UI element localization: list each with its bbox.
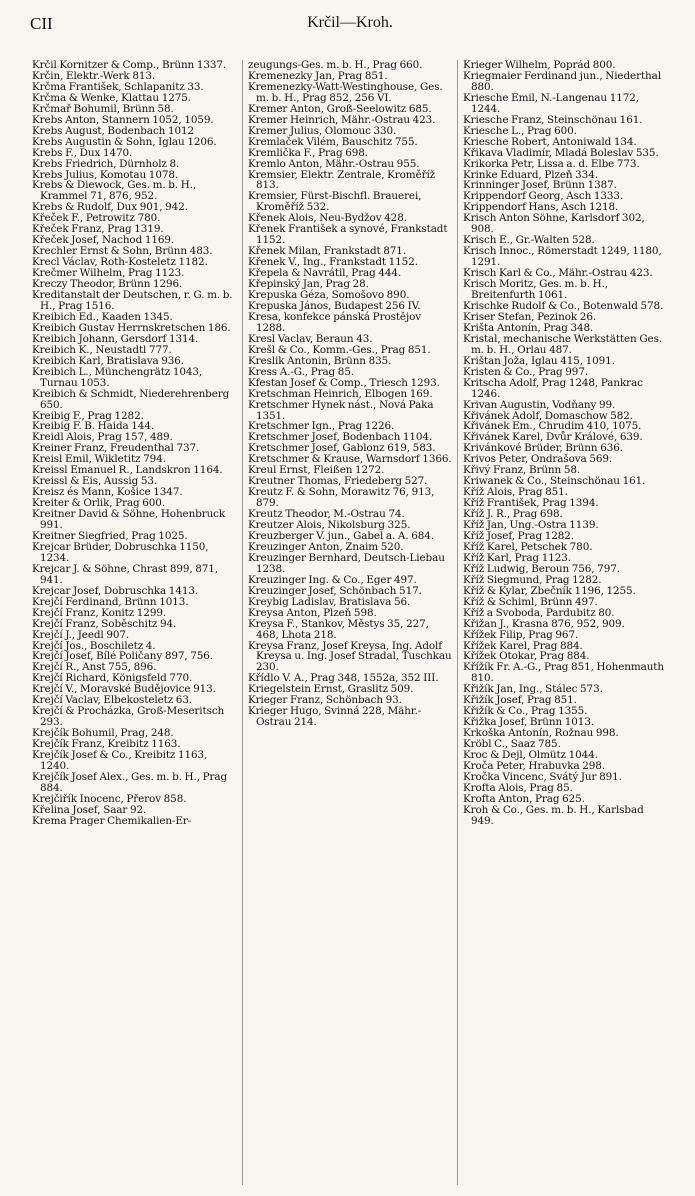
directory-entry: Krisch Moritz, Ges. m. b. H., Breitenfurth 1061. [463,278,609,302]
directory-entry: Kreibich L., Münchengrätz 1043, Turnau 1053. [32,365,203,389]
directory-entry: Krieger Hugo, Svinná 228, Mähr.-Ostrau 214. [248,705,422,729]
directory-entry: Kretschman Heinrich, Elbogen 169. [248,387,433,400]
directory-entry: Kriesche L., Prag 600. [463,124,577,137]
directory-entry: Krčil Kornitzer & Comp., Brünn 1337. [32,60,227,71]
directory-entry: Krebs Friedrich, Dürnholz 8. [32,157,180,170]
directory-entry: Krejčí Ferdinand, Brünn 1013. [32,595,189,608]
column-right [463,60,667,1185]
directory-entry: Kriesche Franz, Steinschönau 161. [463,113,643,126]
directory-entry: Krčmař Bohumil, Brünn 58. [32,102,174,115]
directory-entry: Kremsier, Elektr. Zentrale, Kroměříž 813. [248,168,436,192]
directory-entry: Křenek František a synové, Frankstadt 1152. [248,223,448,247]
directory-entry: Kriesche Emil, N.-Langenau 1172, 1244. [463,91,639,115]
directory-entry: Krišta Antonín, Prag 348. [463,321,594,334]
directory-entry: Kriser Stefan, Pezinok 26. [463,310,597,323]
directory-entry: Kreuzinger Ing. & Co., Eger 497. [248,573,417,586]
directory-entry: Kreutz F. & Sohn, Morawitz 76, 913, 879. [248,486,435,510]
directory-entry: Kreutner Thomas, Friedeberg 527. [248,475,428,488]
directory-entry: Kremer Julius, Olomouc 330. [248,124,397,137]
directory-entry: Kříž Siegmund, Prag 1282. [463,573,602,586]
directory-entry: Kříž Josef, Prag 1282. [463,529,574,542]
directory-entry: Křivánek Adolf, Domaschow 582. [463,409,633,422]
directory-entry: Kreibich K., Neustadtl 777. [32,343,172,356]
directory-entry: Kremsier, Fürst-Bischfl. Brauerei, Kroměříž 532. [248,190,422,214]
directory-entry: Křeček F., Petrowitz 780. [32,212,161,225]
directory-entry: Kříž František, Prag 1394. [463,497,599,510]
entry-columns [32,60,668,1185]
directory-entry: Krejcar Brüder, Dobruschka 1150, 1234. [32,540,209,564]
directory-entry: Krešl & Co., Komm.-Ges., Prag 851. [248,343,431,356]
directory-entry: Kreditanstalt der Deutschen, r. G. m. b. H., Prag 1516. [32,289,233,312]
directory-entry: Krejčík Josef & Co., Kreibitz 1163, 1240. [32,749,208,772]
directory-entry: Křeček Franz, Prag 1319. [32,223,164,236]
directory-entry: Křepinský Jan, Prag 28. [248,278,369,291]
directory-entry: Křížík Fr. A.-G., Prag 851, Hohenmauth 810. [463,661,664,685]
directory-entry: Krečmer Wilhelm, Prag 1123. [32,267,185,280]
directory-entry: Kreuzinger Anton, Znaim 520. [248,540,404,553]
directory-entry: Kremlaček Vilém, Bauschitz 755. [248,135,418,148]
directory-entry: Kriegmaier Ferdinand jun., Niederthal 880. [463,69,661,93]
directory-entry: Kreul Ernst, Fleißen 1272. [248,464,385,477]
directory-entry: Krisch E., Gr.-Walten 528. [463,234,595,247]
directory-entry: Kreibich & Schmidt, Niederehrenberg 650. [32,387,230,411]
directory-entry: Křenek V., Ing., Frankstadt 1152. [248,256,418,269]
directory-entry: Kremlička F., Prag 698. [248,146,368,159]
directory-entry: zeugungs-Ges. m. b. H., Prag 660. [248,60,423,71]
directory-entry: Krkoška Antonín, Rožnau 998. [463,727,619,740]
directory-entry: Kreslik Antonin, Brünn 835. [248,354,392,367]
directory-entry: Křelina Josef, Saar 92. [32,803,147,816]
directory-entry: Kretschmer & Krause, Warnsdorf 1366. [248,453,452,466]
directory-entry: Krejčí R., Anst 755, 896. [32,661,157,674]
directory-entry: Křivánek Em., Chrudim 410, 1075. [463,420,642,433]
directory-entry: Kroh & Co., Ges. m. b. H., Karlsbad 949. [463,803,644,827]
directory-entry: Kříž a Svoboda, Pardubitz 80. [463,606,615,619]
directory-entry: Krejčí J., Jeedl 907. [32,628,130,641]
directory-entry: Krikorka Petr, Lissa a. d. Elbe 773. [463,157,640,170]
directory-entry: Kříž Jan, Ung.-Ostra 1139. [463,519,599,532]
directory-entry: Křenek Alois, Neu-Bydžov 428. [248,212,407,225]
directory-entry: Kříž & Schiml, Brünn 497. [463,595,598,608]
directory-entry: Kreissl & Eis, Aussig 53. [32,475,158,488]
directory-entry: Krejčí Jos., Boschiletz 4. [32,639,156,652]
directory-entry: Krofta Anton, Prag 625. [463,792,585,805]
directory-entry: Krebs Anton, Stannern 1052, 1059. [32,113,214,126]
directory-entry: Kremenezky-Watt-Westinghouse, Ges. m. b. H., Prag 852, 256 VI. [248,80,443,104]
directory-entry: Kreibich Karl, Bratislava 936. [32,354,184,367]
directory-entry: Krejčiřík Inocenc, Přerov 858. [32,792,187,805]
directory-entry: Křídlo V. A., Prag 348, 1552a, 352 III. [248,672,439,685]
directory-entry: Krejčí Franz, Konitz 1299. [32,606,167,619]
directory-entry: Krivánkové Brüder, Brünn 636. [463,442,623,455]
directory-entry: Kristal, mechanische Werkstätten Ges. m. b. H., Orlau 487. [463,332,663,356]
directory-entry: Křižík & Co., Prag 1355. [463,705,588,718]
directory-entry: Krejčík Josef Alex., Ges. m. b. H., Prag 884. [32,770,228,794]
directory-entry: Krepuska János, Budapest 256 IV. [248,299,421,312]
directory-entry: Krieger Wilhelm, Poprád 800. [463,60,616,71]
directory-entry: Krištan Joža, Iglau 415, 1091. [463,354,615,367]
directory-entry: Krčma & Wenke, Klattau 1275. [32,91,191,104]
directory-entry: Krofta Alois, Prag 85. [463,781,573,794]
directory-entry: Kreuzinger Josef, Schönbach 517. [248,584,422,597]
directory-entry: Krebs F., Dux 1470. [32,146,133,159]
running-head: Krčil—Kroh. [307,14,393,31]
directory-entry: Kremer Heinrich, Mähr.-Ostrau 423. [248,113,436,126]
directory-entry: Kreibig F. B. Haida 144. [32,420,155,433]
directory-entry: Kreysa F., Stankov, Městys 35, 227, 468, Lhota 218. [248,617,429,641]
directory-entry: Kreysa Franz, Josef Kreysa, Ing. Adolf Kreysa u. Ing. Josef Stradal, Tuschkau 230. [248,639,452,674]
directory-entry: Kreibich Johann, Gersdorf 1314. [32,332,199,345]
directory-entry: Kreuzberger V. jun., Gabel a. A. 684. [248,529,434,542]
directory-entry: Křížek Otokar, Prag 884. [463,650,590,663]
directory-entry: Kresa, konfekce pánská Prostějov 1288. [248,310,422,334]
directory-entry: Kreysa Anton, Plzeň 598. [248,606,377,619]
directory-entry: Kremer Anton, Groß-Seelowitz 685. [248,102,432,115]
directory-entry: Kremlo Anton, Mähr.-Ostrau 955. [248,157,420,170]
directory-entry: Kretschmer Josef, Gablonz 619, 583. [248,442,436,455]
directory-entry: Křížek Karel, Prag 884. [463,639,583,652]
directory-entry: Krebs & Rudolf, Dux 901, 942. [32,201,188,214]
directory-entry: Kreitner David & Söhne, Hohenbruck 991. [32,508,226,532]
directory-entry: Krinke Eduard, Plzeň 334. [463,168,598,181]
page-header [30,8,670,38]
directory-entry: Kreisl Emil, Wikletitz 794. [32,453,166,466]
directory-entry: Kremenezky Jan, Prag 851. [248,69,388,82]
directory-entry: Křižík Jan, Ing., Stálec 573. [463,683,603,696]
directory-entry: Krepuska Géza, Somošovo 890. [248,289,410,302]
directory-entry: Krechler Ernst & Sohn, Brünn 483. [32,245,213,258]
directory-entry: Krema Prager Chemikalien-Er- [32,814,192,827]
directory-entry: Křižík Josef, Prag 851. [463,694,577,707]
directory-entry: Krejčí Josef, Bílé Poličany 897, 756. [32,650,213,663]
directory-entry: Křivánek Karel, Dvůr Králové, 639. [463,431,643,444]
directory-entry: Krivan Augustin, Vodňany 99. [463,398,616,411]
column-divider [242,60,243,1185]
directory-entry: Kreczy Theodor, Brünn 1296. [32,278,183,291]
directory-entry: Krippendorf Georg, Asch 1333. [463,190,624,203]
directory-entry: Kreibig F., Prag 1282. [32,409,144,422]
directory-entry: Kročka Vincenc, Svátý Jur 891. [463,770,622,783]
directory-entry: Krebs Augustin & Sohn, Iglau 1206. [32,135,217,148]
directory-entry: Krebs August, Bodenbach 1012 [32,124,195,137]
directory-entry: Křivý Franz, Brünn 58. [463,464,581,477]
directory-entry: Kritscha Adolf, Prag 1248, Pankrac 1246. [463,376,643,400]
directory-entry: Kříž & Kylar, Zbečník 1196, 1255. [463,584,636,597]
directory-entry: Kretschmer Hynek nást., Nová Paka 1351. [248,398,434,422]
directory-entry: Krisch Anton Söhne, Karlsdorf 302, 908. [463,212,645,236]
directory-entry: Krejčí Vaclav, Elbekosteletz 63. [32,694,193,707]
directory-entry: Kriesche Robert, Antoniwald 134. [463,135,637,148]
directory-entry: Kristen & Co., Prag 997. [463,365,589,378]
directory-entry: Krejčík Franz, Kreibitz 1163. [32,738,181,751]
directory-entry: Křikava Vladimír, Mladá Boleslav 535. [463,146,659,159]
directory-entry: Kfestan Josef & Comp., Triesch 1293. [248,376,440,389]
directory-entry: Kroc & Dejl, Olmütz 1044. [463,749,598,762]
directory-entry: Kriwanek & Co., Steinschönau 161. [463,475,646,488]
directory-entry: Kříž Alois, Prag 851. [463,486,568,499]
page-number: CII [30,14,53,33]
directory-entry: Krinninger Josef, Brünn 1387. [463,179,617,192]
directory-entry: Krejčík Bohumil, Prag, 248. [32,727,174,740]
directory-entry: Kreissl Emanuel R., Landskron 1164. [32,464,223,477]
directory-entry: Kreiner Franz, Freudenthal 737. [32,442,200,455]
directory-entry: Kříž Karl, Prag 1123. [463,551,571,564]
directory-entry: Křepela & Navrátil, Prag 444. [248,267,402,280]
directory-entry: Kreibich Gustav Herrnskretschen 186. [32,321,231,334]
directory-entry: Krebs & Diewock, Ges. m. b. H., Krammel 71, 876, 952. [32,179,197,203]
directory-entry: Krisch Karl & Co., Mähr.-Ostrau 423. [463,267,653,280]
directory-entry: Krejčí Franz, Soběschitz 94. [32,617,177,630]
directory-entry: Kreisz és Mann, Košice 1347. [32,486,183,499]
directory-entry: Křeček Josef, Nachod 1169. [32,234,175,247]
directory-entry: Křenek Milan, Frankstadt 871. [248,245,407,258]
directory-entry: Kreitner Siegfried, Prag 1025. [32,529,188,542]
directory-entry: Krejcar Josef, Dobruschka 1413. [32,584,199,597]
directory-entry: Kriegelstein Ernst, Graslitz 509. [248,683,414,696]
directory-entry: Krejčí & Procházka, Groß-Meseritsch 293. [32,705,225,729]
directory-entry: Kreutzer Alois, Nikolsburg 325. [248,519,411,532]
directory-entry: Kretschmer Josef, Bodenbach 1104. [248,431,433,444]
directory-entry: Kröbl C., Saaz 785. [463,738,561,751]
directory-entry: Křižan J., Krasna 876, 952, 909. [463,617,625,630]
directory-entry: Kroča Peter, Hrabuvka 298. [463,760,605,772]
directory-entry: Krisch Innoc., Römerstadt 1249, 1180, 1291. [463,245,662,269]
directory-entry: Krischke Rudolf & Co., Botenwald 578. [463,299,664,312]
directory-entry: Krippendorf Hans, Asch 1218. [463,201,619,214]
directory-entry: Kreuzinger Bernhard, Deutsch-Liebau 1238. [248,551,445,575]
directory-entry: Kreiter & Orlik, Prag 600. [32,497,166,510]
directory-entry: Křížek Filip, Prag 967. [463,628,579,641]
directory-entry: Krejčí Richard, Königsfeld 770. [32,672,193,685]
directory-entry: Kresl Vaclav, Beraun 43. [248,332,373,345]
directory-entry: Krivos Peter, Ondrašova 569. [463,453,613,466]
column-left [32,60,236,1185]
directory-entry: Kretschmer Ign., Prag 1226. [248,420,395,433]
directory-entry: Krejcar J. & Söhne, Chrast 899, 871, 941. [32,562,219,586]
directory-entry: Krebs Julius, Komotau 1078. [32,168,179,181]
directory-entry: Krejčí V., Moravské Budějovice 913. [32,683,216,696]
directory-entry: Kreibich Ed., Kaaden 1345. [32,310,173,323]
directory-entry: Kress A.-G., Prag 85. [248,365,355,378]
directory-entry: Krecl Václav, Roth-Kosteletz 1182. [32,256,208,269]
directory-entry: Kreybig Ladislav, Bratislava 56. [248,595,411,608]
directory-entry: Kříž J. R., Prag 698. [463,508,563,521]
directory-entry: Krieger Franz, Schönbach 93. [248,694,402,707]
column-middle [248,60,452,1185]
directory-entry: Kreidl Alois, Prag 157, 489. [32,431,173,444]
directory-entry: Krčma František, Schlapanitz 33. [32,80,204,93]
directory-entry: Kříž Ludwig, Beroun 756, 797. [463,562,620,575]
directory-entry: Krčin, Elektr.-Werk 813. [32,69,156,82]
column-divider [457,60,458,1185]
directory-entry: Kříž Karel, Petschek 780. [463,540,593,553]
directory-entry: Křižka Josef, Brünn 1013. [463,716,595,729]
directory-entry: Kreutz Theodor, M.-Ostrau 74. [248,508,405,521]
